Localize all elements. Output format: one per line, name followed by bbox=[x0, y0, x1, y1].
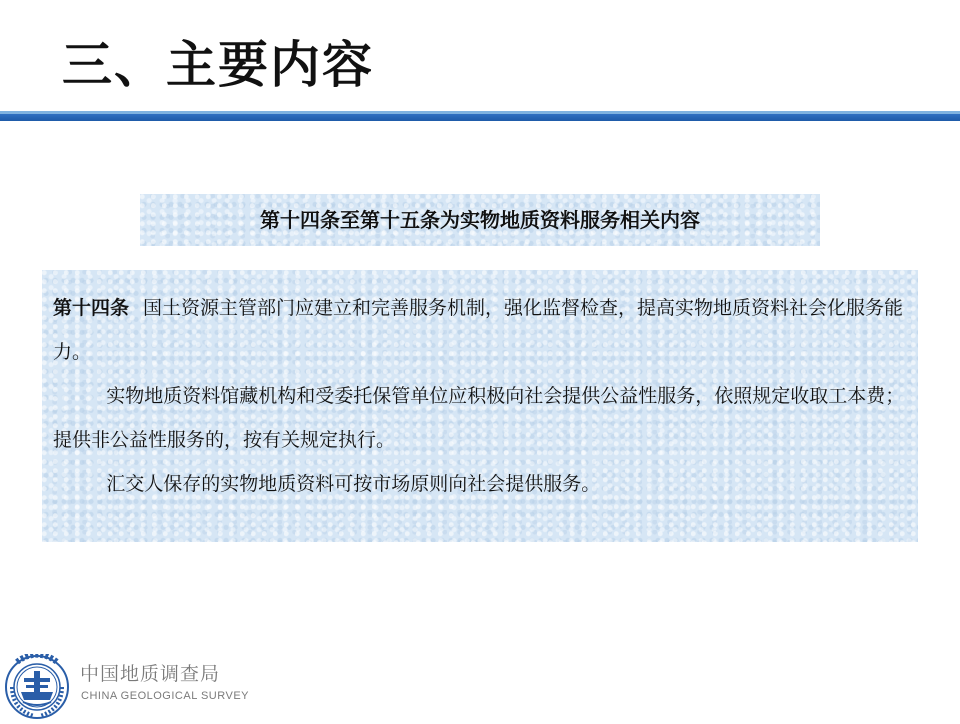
china-geological-survey-emblem-icon bbox=[4, 654, 70, 720]
content-body bbox=[53, 286, 913, 506]
paragraph-1 bbox=[53, 286, 913, 374]
slide-title: 三、主要内容 bbox=[62, 36, 374, 94]
title-divider bbox=[0, 111, 960, 121]
content-box bbox=[42, 270, 918, 542]
paragraph-3: 汇交人保存的实物地质资料可按市场原则向社会提供服务。 bbox=[106, 473, 601, 495]
org-name-chinese: 中国地质调查局 bbox=[80, 663, 221, 685]
subtitle-box bbox=[140, 194, 820, 246]
article-label: 第十四条 bbox=[53, 297, 130, 319]
paragraph-1-text: 国土资源主管部门应建立和完善服务机制，强化监督检查，提高实物地质资料社会化服务能力。 bbox=[53, 297, 904, 363]
paragraph-2: 实物地质资料馆藏机构和受委托保管单位应积极向社会提供公益性服务，依照规定收取工本费；提供非公益性服务的，按有关规定执行。 bbox=[53, 385, 905, 451]
org-name-english: CHINA GEOLOGICAL SURVEY bbox=[81, 690, 249, 702]
subtitle-text: 第十四条至第十五条为实物地质资料服务相关内容 bbox=[260, 208, 700, 232]
